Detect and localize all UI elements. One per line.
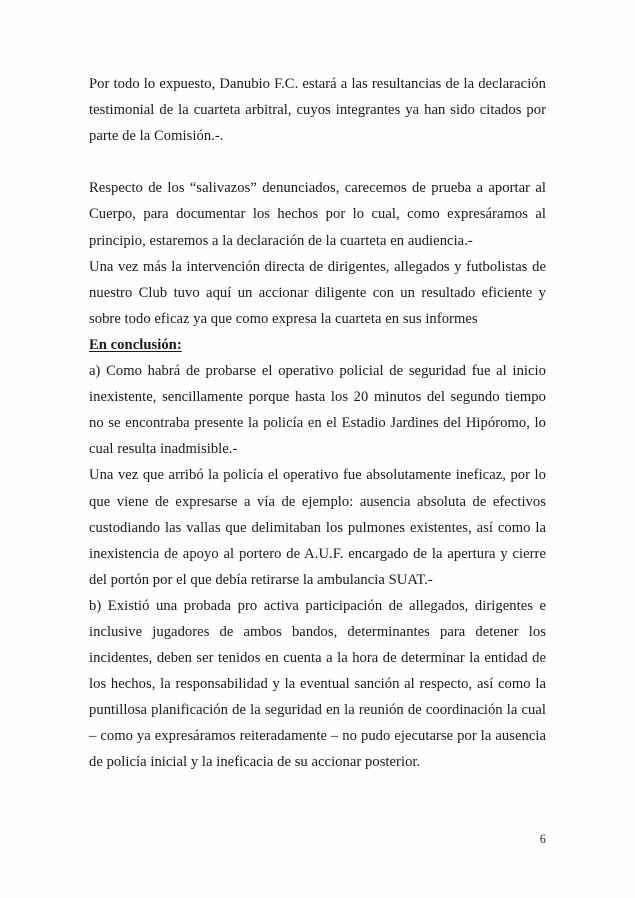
paragraph-respecto-de-los-salivazos: Respecto de los “salivazos” denunciados, carecemos de prueba a aportar al Cuerpo, para documentar los hechos por lo cual, como expresáramos al principio, estaremos a la declaración de la cuarteta en audiencia.-	[89, 180, 546, 249]
paragraph-item-a: a) Como habrá de probarse el operativo policial de seguridad fue al inicio inexistente, sencillamente porque hasta los 20 minutos del segundo tiempo no se encontraba presente la policía en el Estadio Jardines del Hipóromo, lo cual resulta inadmisible.-	[89, 363, 546, 458]
paragraph-una-vez-que-arribo: Una vez que arribó la policía el operativo fue absolutamente ineficaz, por lo que viene de expresarse a vía de ejemplo: ausencia absoluta de efectivos custodiando las vallas que delimitaban los pulmones existentes, así como la inexistencia de apoyo al portero de A.U.F. encargado de la apertura y cierre del portón por el que debía retirarse la ambulancia SUAT.-	[89, 467, 546, 588]
heading-en-conclusion	[89, 332, 546, 358]
page-number: 6	[539, 832, 546, 846]
document-body	[89, 71, 546, 776]
paragraph-una-vez-mas-la-intervencion: Una vez más la intervención directa de dirigentes, allegados y futbolistas de nuestro Club tuvo aquí un accionar diligente con un resultado eficiente y sobre todo eficaz ya que como expresa la cuarteta en sus informes	[89, 258, 546, 327]
paragraph-item-b: b) Existió una probada pro activa participación de allegados, dirigentes e inclusive jugadores de ambos bandos, determinantes para detener los incidentes, deben ser tenidos en cuenta a la hora de determinar la entidad de los hechos, la responsabilidad y la eventual sanción al respecto, así como la puntillosa planificación de la seguridad en la reunión de coordinación la cual – como ya expresáramos reiteradamente – no pudo ejecutarse por la ausencia de policía inicial y la ineficacia de su accionar posterior.	[89, 597, 546, 771]
heading-en-conclusion-text: En conclusión:	[89, 336, 182, 353]
paragraph-por-todo-lo-expuesto: Por todo lo expuesto, Danubio F.C. estará a las resultancias de la declaración testimonial de la cuarteta arbitral, cuyos integrantes ya han sido citados por parte de la Comisión.-.	[89, 76, 546, 145]
